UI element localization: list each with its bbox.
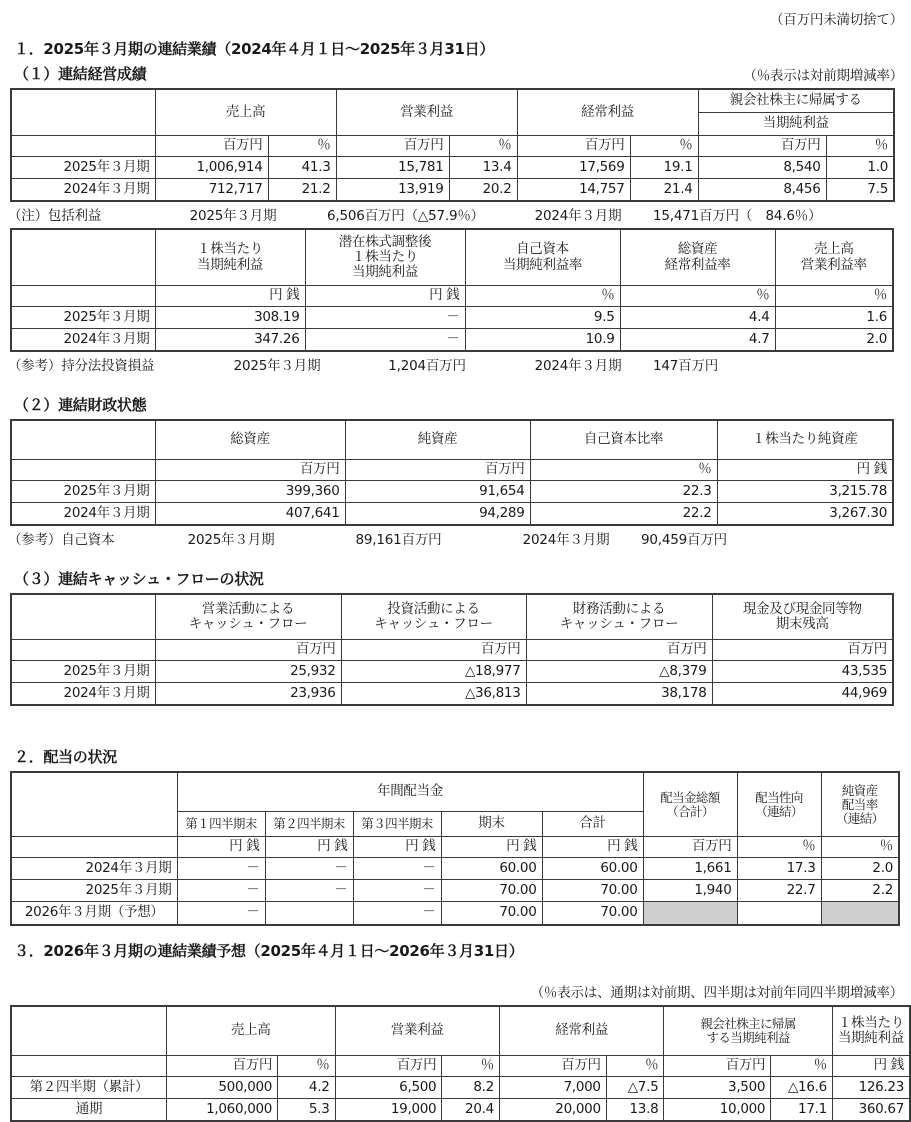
cell-investing-cf: △18,977 — [341, 661, 526, 683]
header-line-2: 営業利益率 — [800, 256, 867, 273]
spacer — [0, 961, 911, 981]
cell-q1: － — [177, 902, 265, 926]
table-header-row — [11, 229, 893, 286]
footnote-period-2: 2024年３月期 — [522, 532, 610, 548]
cell-sales-pct: 21.2 — [268, 179, 336, 202]
cell-ord-pct: 21.4 — [630, 179, 698, 202]
header-total: 合計 — [542, 812, 643, 837]
spacer — [0, 732, 911, 746]
unit-op-pct: ％ — [442, 1056, 500, 1077]
header-line-2: キャッシュ・フロー — [559, 616, 679, 632]
header-line-1: 配当金総額 — [660, 789, 720, 805]
cell-diluted-eps: － — [305, 307, 465, 329]
header-line-2: １株当たり — [352, 248, 418, 265]
cell-financing-cf: 38,178 — [526, 683, 712, 706]
cell-total: 70.00 — [542, 880, 643, 902]
cell-operating-cf: 23,936 — [155, 683, 341, 706]
footnote-value-2: 147百万円 — [653, 358, 719, 374]
table-header-row — [11, 772, 899, 812]
cell-net-pct: 1.0 — [826, 157, 894, 179]
section2-title: ２．配当の状況 — [14, 748, 117, 766]
cell-sales: 1,060,000 — [166, 1099, 277, 1122]
unit-sales-amount: 百万円 — [166, 1056, 277, 1077]
footnote-period-2: 2024年３月期 — [534, 358, 622, 374]
cell-net: 3,500 — [664, 1077, 771, 1099]
cell-net: 8,540 — [698, 157, 826, 179]
header-cash-balance — [712, 594, 893, 640]
unit-operating-cf: 百万円 — [155, 640, 341, 661]
unit-op-pct: ％ — [449, 136, 517, 157]
cell-dor: 2.2 — [821, 880, 899, 902]
unit-cash-balance: 百万円 — [712, 640, 893, 661]
cell-q2: － — [265, 858, 353, 880]
unit-row-blank — [11, 136, 155, 157]
cell-op-pct: 8.2 — [442, 1077, 500, 1099]
cell-net-pct: 17.1 — [771, 1099, 833, 1122]
footnote-period-1: 2025年３月期 — [187, 532, 275, 548]
header-net-assets: 純資産 — [345, 420, 530, 460]
header-total-dividend-amount — [643, 772, 737, 837]
table-row — [11, 481, 893, 503]
header-eps — [155, 229, 305, 286]
cell-total-assets: 399,360 — [155, 481, 345, 503]
cell-bps: 3,267.30 — [717, 503, 893, 526]
footnote-value-2: 90,459百万円 — [641, 532, 727, 548]
table-row — [11, 683, 893, 706]
cell-q3: － — [353, 880, 441, 902]
row-label: 2025年３月期 — [11, 157, 155, 179]
cell-year-end: 70.00 — [441, 880, 542, 902]
unit-q1: 円 銭 — [177, 837, 265, 858]
table-row-forecast — [11, 902, 899, 926]
cell-eps: 360.67 — [832, 1099, 910, 1122]
unit-net-pct: ％ — [771, 1056, 833, 1077]
row-label: 2025年３月期 — [11, 880, 177, 902]
header-line-2: 期末残高 — [775, 616, 829, 632]
footnote-label: （参考）自己資本 — [8, 532, 115, 548]
cell-net-assets: 91,654 — [345, 481, 530, 503]
row-label: 2025年３月期 — [11, 481, 155, 503]
header-net-income — [664, 1006, 833, 1056]
header-line-1: 売上高 — [813, 241, 854, 258]
header-line-1: 売上高 — [230, 1022, 271, 1039]
cell-cash-balance: 43,535 — [712, 661, 893, 683]
header-payout-ratio — [737, 772, 821, 837]
header-dividend-on-equity — [821, 772, 899, 837]
cell-op-pct: 20.2 — [449, 179, 517, 202]
cell-sales: 500,000 — [166, 1077, 277, 1099]
table-row — [11, 329, 893, 352]
cell-bps: 3,215.78 — [717, 481, 893, 503]
unit-dor: ％ — [821, 837, 899, 858]
cell-financing-cf: △8,379 — [526, 661, 712, 683]
header-diluted-eps — [305, 229, 465, 286]
cell-diluted-eps: － — [305, 329, 465, 352]
cell-payout: 17.3 — [737, 858, 821, 880]
header-operating-margin — [775, 229, 893, 286]
cell-net-pct: 7.5 — [826, 179, 894, 202]
unit-bps: 円 銭 — [717, 460, 893, 481]
header-financing-cf — [526, 594, 712, 640]
header-year-end: 期末 — [441, 812, 542, 837]
header-operating-income: 営業利益 — [336, 89, 517, 136]
cell-roa: 4.7 — [620, 329, 775, 352]
table-per-share-ratios — [10, 228, 894, 352]
spacer — [0, 926, 911, 940]
header-line-1: 営業活動による — [201, 600, 295, 617]
section1-sub1-note: （％表示は対前期増減率） — [743, 68, 903, 84]
corner-cell — [11, 420, 155, 460]
header-q1: 第１四半期末 — [177, 812, 265, 837]
footnote-period-1: 2025年３月期 — [233, 358, 321, 374]
cell-q2 — [265, 902, 353, 926]
header-equity-ratio: 自己資本比率 — [530, 420, 717, 460]
unit-row-blank — [11, 286, 155, 307]
cell-year-end: 70.00 — [441, 902, 542, 926]
unit-ord-amount: 百万円 — [499, 1056, 606, 1077]
unit-roa: ％ — [620, 286, 775, 307]
cell-q3: － — [353, 902, 441, 926]
unit-op-amount: 百万円 — [336, 136, 449, 157]
unit-row-blank — [11, 640, 155, 661]
footnote-value-1: 1,204百万円 — [388, 358, 466, 374]
header-line-1: 親会社株主に帰属 — [700, 1016, 796, 1031]
table-unit-row — [11, 286, 893, 307]
unit-amount: 百万円 — [643, 837, 737, 858]
spacer — [0, 0, 911, 8]
section1-sub3-title: （３）連結キャッシュ・フローの状況 — [14, 570, 264, 588]
header-line-2: （連結） — [755, 803, 803, 819]
header-line-1: 総資産 — [677, 241, 718, 258]
row-label: 第２四半期（累計） — [11, 1077, 166, 1099]
table-row — [11, 307, 893, 329]
footnote-comprehensive-income — [0, 204, 911, 224]
cell-payout: 22.7 — [737, 880, 821, 902]
header-net-income-line2: 当期純利益 — [698, 113, 894, 136]
unit-eps: 円 銭 — [832, 1056, 910, 1077]
cell-roe: 9.5 — [465, 307, 620, 329]
cell-amount-shaded — [643, 902, 737, 926]
table-unit-row — [11, 640, 893, 661]
cell-dor-shaded — [821, 902, 899, 926]
cell-year-end: 60.00 — [441, 858, 542, 880]
row-label: 2024年３月期 — [11, 179, 155, 202]
unit-net-amount: 百万円 — [698, 136, 826, 157]
cell-investing-cf: △36,813 — [341, 683, 526, 706]
header-line-2: 当期純利益 — [197, 256, 263, 273]
corner-cell — [11, 229, 155, 286]
header-ordinary-income: 経常利益 — [517, 89, 698, 136]
table-header-row — [11, 594, 893, 640]
cell-opm: 2.0 — [775, 329, 893, 352]
section1-sub1-title: （１）連結経営成績 — [14, 65, 147, 83]
header-line-2: する当期純利益 — [706, 1030, 790, 1045]
header-line-1: 経常利益 — [555, 1022, 609, 1039]
section1-title: １．2025年３月期の連結業績（2024年４月１日～2025年３月31日） — [14, 40, 495, 58]
section1-sub2-title: （２）連結財政状態 — [14, 396, 147, 414]
cell-equity-ratio: 22.3 — [530, 481, 717, 503]
corner-cell — [11, 772, 177, 837]
cell-ord: 7,000 — [499, 1077, 606, 1099]
table-row — [11, 661, 893, 683]
table-consolidated-results — [10, 88, 895, 202]
unit-roe: ％ — [465, 286, 620, 307]
unit-ord-amount: 百万円 — [517, 136, 630, 157]
unit-net-amount: 百万円 — [664, 1056, 771, 1077]
unit-investing-cf: 百万円 — [341, 640, 526, 661]
corner-cell — [11, 89, 155, 136]
table-header-row — [11, 89, 894, 113]
unit-net-assets: 百万円 — [345, 460, 530, 481]
cell-ord: 17,569 — [517, 157, 630, 179]
header-roe — [465, 229, 620, 286]
cell-sales-pct: 41.3 — [268, 157, 336, 179]
cell-cash-balance: 44,969 — [712, 683, 893, 706]
spacer — [0, 374, 911, 394]
header-line-1: 純資産 — [841, 782, 878, 798]
footnote-label: （注）包括利益 — [8, 208, 102, 224]
cell-net-pct: △16.6 — [771, 1077, 833, 1099]
header-line-2: キャッシュ・フロー — [374, 616, 493, 632]
unit-eps: 円 銭 — [155, 286, 305, 307]
cell-q1: － — [177, 858, 265, 880]
table-row — [11, 179, 894, 202]
cell-ord-pct: △7.5 — [606, 1077, 664, 1099]
section3-title: ３．2026年３月期の連結業績予想（2025年４月１日～2026年３月31日） — [14, 942, 524, 960]
header-line-2: （合計） — [666, 803, 714, 819]
table-unit-row — [11, 837, 899, 858]
header-line-1: 財務活動による — [572, 600, 666, 617]
table-dividends — [10, 771, 900, 926]
header-line-1: 自己資本 — [516, 241, 569, 258]
cell-op: 6,500 — [335, 1077, 442, 1099]
unit-q2: 円 銭 — [265, 837, 353, 858]
cell-sales-pct: 5.3 — [278, 1099, 335, 1122]
unit-q3: 円 銭 — [353, 837, 441, 858]
cell-net: 10,000 — [664, 1099, 771, 1122]
table-unit-row — [11, 1056, 910, 1077]
header-line-1: 潜在株式調整後 — [338, 233, 432, 250]
unit-equity-ratio: ％ — [530, 460, 717, 481]
cell-op: 15,781 — [336, 157, 449, 179]
header-operating-income — [335, 1006, 499, 1056]
cell-op: 13,919 — [336, 179, 449, 202]
cell-op-pct: 13.4 — [449, 157, 517, 179]
unit-op-amount: 百万円 — [335, 1056, 442, 1077]
unit-sales-amount: 百万円 — [155, 136, 268, 157]
cell-q2: － — [265, 880, 353, 902]
table-cash-flow — [10, 593, 894, 706]
table-unit-row — [11, 460, 893, 481]
cell-ord-pct: 13.8 — [606, 1099, 664, 1122]
unit-sales-pct: ％ — [268, 136, 336, 157]
header-bps: １株当たり純資産 — [717, 420, 893, 460]
cell-ord-pct: 19.1 — [630, 157, 698, 179]
row-label: 2024年３月期 — [11, 329, 155, 352]
corner-cell — [11, 1006, 166, 1056]
table-financial-position — [10, 419, 894, 526]
table-row — [11, 157, 894, 179]
corner-cell — [11, 594, 155, 640]
header-investing-cf — [341, 594, 526, 640]
unit-diluted-eps: 円 銭 — [305, 286, 465, 307]
row-label: 2024年３月期 — [11, 858, 177, 880]
cell-sales: 712,717 — [155, 179, 268, 202]
unit-total: 円 銭 — [542, 837, 643, 858]
header-sales: 売上高 — [155, 89, 336, 136]
header-line-1: 営業利益 — [390, 1022, 444, 1039]
cell-roe: 10.9 — [465, 329, 620, 352]
header-line-1: 配当性向 — [755, 789, 803, 805]
unit-row-blank — [11, 1056, 166, 1077]
header-line-1: 投資活動による — [387, 600, 480, 617]
unit-opm: ％ — [775, 286, 893, 307]
header-q2: 第２四半期末 — [265, 812, 353, 837]
cell-operating-cf: 25,932 — [155, 661, 341, 683]
unit-net-pct: ％ — [826, 136, 894, 157]
header-sales — [166, 1006, 335, 1056]
table-row — [11, 1077, 910, 1099]
footnote-value-1: 89,161百万円 — [355, 532, 442, 548]
footnote-label: （参考）持分法投資損益 — [8, 358, 155, 374]
cell-net-assets: 94,289 — [345, 503, 530, 526]
row-label: 2025年３月期 — [11, 307, 155, 329]
table-row — [11, 1099, 910, 1122]
footnote-value-1: 6,506百万円（△57.9％） — [327, 208, 484, 224]
header-line-3: 当期純利益 — [352, 264, 418, 281]
cell-total: 60.00 — [542, 858, 643, 880]
unit-row-blank — [11, 837, 177, 858]
spacer — [0, 548, 911, 568]
header-ordinary-income — [499, 1006, 663, 1056]
footnote-value-2: 15,471百万円（ 84.6％） — [653, 208, 822, 224]
unit-row-blank — [11, 460, 155, 481]
header-line-2: 配当率 — [841, 796, 878, 812]
spacer — [0, 28, 911, 38]
cell-net: 8,456 — [698, 179, 826, 202]
unit-financing-cf: 百万円 — [526, 640, 712, 661]
unit-total-assets: 百万円 — [155, 460, 345, 481]
header-line-3: （連結） — [835, 810, 884, 826]
header-annual-dividend-group: 年間配当金 — [177, 772, 643, 812]
units-note: （百万円未満切捨て） — [770, 12, 903, 28]
cell-amount: 1,661 — [643, 858, 737, 880]
table-header-row — [11, 420, 893, 460]
unit-year-end: 円 銭 — [441, 837, 542, 858]
cell-total: 70.00 — [542, 902, 643, 926]
table-forecast — [10, 1005, 911, 1122]
row-label: 2025年３月期 — [11, 661, 155, 683]
header-eps — [832, 1006, 910, 1056]
header-line-1: １株当たり — [197, 241, 263, 258]
header-q3: 第３四半期末 — [353, 812, 441, 837]
row-label: 2024年３月期 — [11, 683, 155, 706]
footnote-period-1: 2025年３月期 — [189, 208, 277, 224]
header-line-2: 経常利益率 — [664, 256, 731, 273]
cell-total-assets: 407,641 — [155, 503, 345, 526]
spacer — [0, 706, 911, 732]
unit-ord-pct: ％ — [606, 1056, 664, 1077]
cell-eps: 126.23 — [832, 1077, 910, 1099]
cell-sales-pct: 4.2 — [278, 1077, 335, 1099]
header-total-assets: 総資産 — [155, 420, 345, 460]
table-unit-row — [11, 136, 894, 157]
footnote-equity-method — [0, 354, 911, 374]
table-row — [11, 503, 893, 526]
cell-sales: 1,006,914 — [155, 157, 268, 179]
header-line-2: 当期純利益率 — [502, 256, 583, 273]
cell-amount: 1,940 — [643, 880, 737, 902]
header-operating-cf — [155, 594, 341, 640]
cell-ord: 20,000 — [499, 1099, 606, 1122]
cell-eps: 347.26 — [155, 329, 305, 352]
cell-opm: 1.6 — [775, 307, 893, 329]
cell-op-pct: 20.4 — [442, 1099, 500, 1122]
cell-ord: 14,757 — [517, 179, 630, 202]
row-label: 2026年３月期（予想） — [11, 902, 177, 926]
unit-payout: ％ — [737, 837, 821, 858]
header-line-1: １株当たり — [837, 1014, 904, 1031]
row-label: 2024年３月期 — [11, 503, 155, 526]
header-net-income-line1: 親会社株主に帰属する — [698, 89, 894, 113]
table-row — [11, 880, 899, 902]
cell-payout — [737, 902, 821, 926]
header-line-1: 現金及び現金同等物 — [742, 600, 862, 617]
cell-q1: － — [177, 880, 265, 902]
cell-dor: 2.0 — [821, 858, 899, 880]
header-line-2: 当期純利益 — [837, 1030, 904, 1046]
section3-note: （％表示は、通期は対前期、四半期は対前年同四半期増減率） — [530, 985, 903, 1001]
header-roa — [620, 229, 775, 286]
row-label: 通期 — [11, 1099, 166, 1122]
cell-eps: 308.19 — [155, 307, 305, 329]
cell-op: 19,000 — [335, 1099, 442, 1122]
cell-equity-ratio: 22.2 — [530, 503, 717, 526]
cell-roa: 4.4 — [620, 307, 775, 329]
table-row — [11, 858, 899, 880]
footnote-shareholders-equity — [0, 528, 911, 548]
footnote-period-2: 2024年３月期 — [534, 208, 622, 224]
unit-ord-pct: ％ — [630, 136, 698, 157]
table-header-row — [11, 1006, 910, 1056]
unit-sales-pct: ％ — [278, 1056, 335, 1077]
cell-q3: － — [353, 858, 441, 880]
header-line-2: キャッシュ・フロー — [188, 616, 308, 632]
section1-sub1-headerline — [0, 63, 911, 84]
